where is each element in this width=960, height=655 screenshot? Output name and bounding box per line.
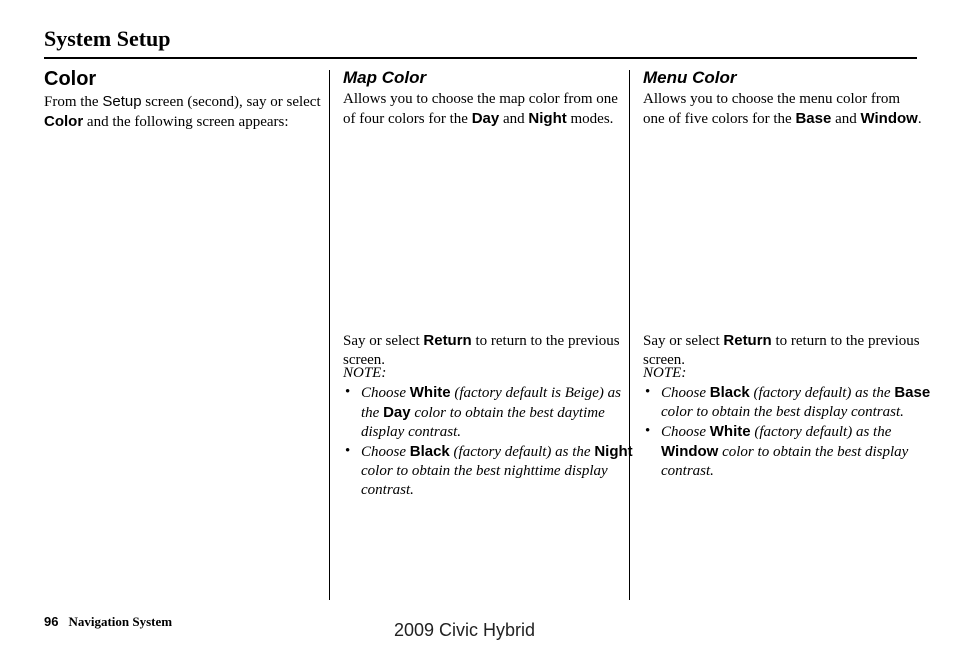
text: Choose bbox=[661, 385, 710, 401]
column-divider bbox=[329, 70, 330, 600]
map-color-section bbox=[343, 66, 623, 129]
text: color to obtain the best daytime display contrast. bbox=[361, 405, 605, 440]
section-heading-color: Color bbox=[44, 68, 97, 90]
text: Allows you to choose the map color from one of four colors for the bbox=[343, 91, 618, 127]
window-keyword: Window bbox=[661, 443, 719, 460]
note-label: NOTE: bbox=[343, 365, 387, 381]
color-intro-paragraph bbox=[44, 92, 324, 132]
text: (factory default) as the bbox=[449, 444, 595, 460]
text: Choose bbox=[361, 385, 410, 401]
section-heading-menu-color: Menu Color bbox=[643, 68, 737, 87]
day-keyword: Day bbox=[471, 110, 500, 127]
text: Allows you to choose the menu color from one of five colors for the bbox=[643, 91, 901, 127]
black-keyword: Black bbox=[409, 443, 450, 460]
menu-color-description bbox=[643, 90, 923, 129]
watermark: 2009 Civic Hybrid bbox=[394, 620, 536, 640]
menu-note bbox=[643, 364, 933, 481]
color-keyword: Color bbox=[44, 113, 84, 130]
bullet-icon: • bbox=[345, 384, 351, 400]
map-color-description bbox=[343, 90, 623, 129]
menu-color-section bbox=[643, 66, 923, 129]
base-keyword: Base bbox=[894, 384, 931, 401]
black-keyword: Black bbox=[709, 384, 750, 401]
page-footer bbox=[44, 614, 172, 630]
note-item bbox=[343, 442, 633, 500]
text: (factory default is Beige) as the bbox=[361, 385, 621, 421]
text: Choose bbox=[361, 444, 410, 460]
column-divider bbox=[629, 70, 630, 600]
note-label: NOTE: bbox=[643, 365, 687, 381]
text: color to obtain the best display contrast. bbox=[661, 404, 904, 420]
text: color to obtain the best display contrast. bbox=[661, 444, 909, 479]
footer-label: Navigation System bbox=[68, 614, 173, 629]
day-keyword: Day bbox=[383, 404, 411, 421]
bullet-icon: • bbox=[645, 423, 651, 439]
base-keyword: Base bbox=[795, 110, 832, 127]
bullet-icon: • bbox=[645, 384, 651, 400]
text: . bbox=[917, 111, 922, 127]
text: and the following screen appears: bbox=[83, 114, 289, 130]
note-list bbox=[343, 383, 633, 500]
return-keyword: Return bbox=[723, 332, 772, 349]
text: (factory default) as the bbox=[750, 424, 892, 440]
note-item bbox=[643, 422, 933, 481]
text: (factory default) as the bbox=[749, 385, 895, 401]
page-title: System Setup bbox=[44, 26, 171, 51]
text: and bbox=[499, 111, 529, 127]
setup-keyword: Setup bbox=[102, 93, 142, 110]
white-keyword: White bbox=[409, 384, 451, 401]
text: screen (second), say or select bbox=[141, 94, 321, 110]
text: and bbox=[831, 111, 861, 127]
bullet-icon: • bbox=[345, 443, 351, 459]
white-keyword: White bbox=[709, 423, 751, 440]
color-section bbox=[44, 66, 324, 132]
night-keyword: Night bbox=[594, 443, 633, 460]
text: From the bbox=[44, 94, 103, 110]
note-list bbox=[643, 383, 933, 481]
header-divider bbox=[44, 57, 917, 59]
text: modes. bbox=[566, 111, 614, 127]
note-item bbox=[343, 383, 633, 442]
text: Say or select bbox=[643, 333, 724, 349]
night-keyword: Night bbox=[528, 110, 567, 127]
text: to return to the previous screen. bbox=[343, 333, 620, 368]
text: Say or select bbox=[343, 333, 424, 349]
page-number: 96 bbox=[44, 614, 59, 629]
section-heading-map-color: Map Color bbox=[343, 68, 427, 87]
map-note bbox=[343, 364, 633, 500]
text: color to obtain the best nighttime display contrast. bbox=[361, 463, 608, 498]
return-keyword: Return bbox=[423, 332, 472, 349]
text: to return to the previous screen. bbox=[643, 333, 920, 368]
window-keyword: Window bbox=[860, 110, 918, 127]
text: Choose bbox=[661, 424, 710, 440]
note-item bbox=[643, 383, 933, 422]
